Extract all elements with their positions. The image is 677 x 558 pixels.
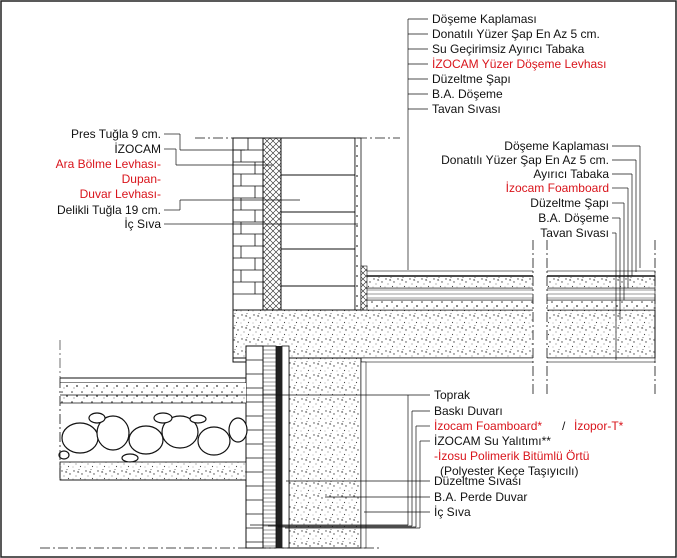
label-bitumen-membrane: -İzosu Polimerik Bitümlü Örtü [434, 449, 590, 463]
label-floor-covering-2: Döşeme Kaplaması [504, 139, 609, 153]
bitumen-membrane [276, 346, 282, 548]
label-leveling-screed: Düzeltme Şapı [432, 72, 511, 86]
label-concrete-slab: B.A. Döşeme [432, 87, 503, 101]
label-pressed-brick: Pres Tuğla 9 cm. [70, 127, 161, 141]
xps-insulation-layer [263, 346, 276, 548]
label-waterproofing: İZOCAM Su Yalıtımı** [434, 434, 551, 448]
retaining-wall [289, 358, 361, 548]
label-reinforced-screed: Donatılı Yüzer Şap En Az 5 cm. [432, 27, 600, 41]
label-polyester-carrier: (Polyester Keçe Taşıyıcılı) [440, 464, 579, 478]
label-partition-board: Ara Bölme Levhası- [55, 157, 161, 171]
leveling-plaster-layer [282, 346, 289, 548]
label-wall-board: Duvar Levhası- [79, 187, 161, 201]
label-slash: / [562, 419, 566, 433]
label-floor-covering: Döşeme Kaplaması [432, 12, 537, 26]
label-basement-interior-plaster: İç Sıva [434, 505, 471, 519]
protection-brick-wall [246, 346, 263, 548]
label-soil: Toprak [434, 388, 471, 402]
lean-concrete-base [60, 462, 246, 480]
label-foamboard: İzocam Foamboard [505, 181, 609, 195]
label-leveling-plaster: Düzeltme Sıvası [434, 474, 522, 488]
label-ceiling-plaster-2: Tavan Sıvası [540, 226, 609, 240]
label-hollow-brick: Delikli Tuğla 19 cm. [56, 203, 161, 217]
label-retaining-wall: B.A. Perde Duvar [434, 490, 528, 504]
label-reinforced-screed-2: Donatılı Yüzer Şap En Az 5 cm. [441, 153, 609, 167]
label-basement-foamboard: İzocam Foamboard* [434, 419, 543, 433]
label-leveling-screed-2: Düzeltme Şapı [530, 196, 609, 210]
floor-build-up [361, 266, 655, 310]
soil-fill [60, 383, 246, 403]
label-separator-2: Ayırıcı Tabaka [533, 167, 609, 181]
drainage-stones [59, 413, 247, 462]
label-floating-floor-board: İZOCAM Yüzer Döşeme Levhası [432, 57, 607, 71]
concrete-slab [233, 310, 655, 358]
label-dupan: Dupan- [121, 172, 161, 186]
label-protection-wall: Baskı Duvarı [434, 404, 503, 418]
label-ceiling-plaster: Tavan Sıvası [432, 102, 501, 116]
label-concrete-slab-2: B.A. Döşeme [538, 211, 609, 225]
label-interior-plaster: İç Sıva [124, 217, 161, 231]
label-izopor: İzopor-T* [574, 419, 624, 433]
label-waterproof-separator: Su Geçirimsiz Ayırıcı Tabaka [432, 42, 585, 56]
label-izocam: İZOCAM [114, 142, 161, 156]
